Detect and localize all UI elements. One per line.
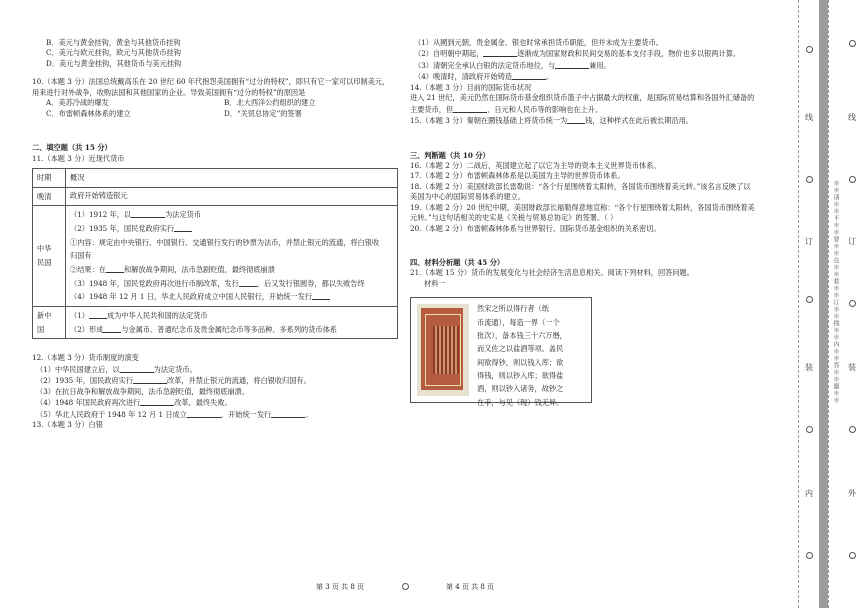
roc-item-5: ②结果：在 和解放战争期间，法币急剧贬值，最终彻底崩溃: [70, 264, 275, 274]
q14-title: 14.（本题 3 分）目前的国际货币状况: [410, 82, 532, 92]
answer-blank[interactable]: [89, 310, 107, 319]
q10-option-b: B．北大西洋公约组织的建立: [224, 98, 316, 108]
table-cell-prc: [33, 306, 66, 338]
q12-item-4: （4）1948 年国民政府再次进行 改革，最终失败。: [36, 398, 232, 408]
material-1-label: 材料一: [424, 278, 446, 288]
answer-blank[interactable]: [133, 375, 167, 384]
binding-circle-icon: [849, 552, 856, 559]
q13-item-2: （2）自明朝中期起， 逐渐成为国家财政和民间交易的基本支付手段，物价也多以银两计算。: [414, 49, 741, 59]
roc-item-2: （2）1935 年，国民党政府实行: [70, 222, 393, 236]
q13-title: 13.（本题 3 分）白银: [32, 419, 103, 429]
material-text-line: 批次），备本钱三十六万缗，: [477, 330, 567, 340]
q16: 16.（本题 2 分）二战后，英国建立起了以它为主导的资本主义世界货币体系。: [410, 160, 661, 170]
binding-circle-icon: [849, 300, 856, 307]
modern-currency-table: [32, 168, 398, 339]
material-1-text: [477, 302, 587, 409]
q14-line-2: 主要货币，但 、日元和人民币等的影响也在上升。: [410, 104, 603, 114]
q10-option-a: A．美苏冷战的爆发: [46, 98, 109, 108]
binding-circle-icon: [849, 176, 856, 183]
binding-strip-outer: [828, 0, 860, 608]
page-number-right: 第 4 页 共 8 页: [446, 583, 495, 591]
q20: 20.（本题 2 分）布雷顿森林体系与世界银行、国际货币基金组织的关系密切。: [410, 223, 661, 233]
q19-line-1: 19.（本题 2 分）20 世纪中期，美国财政部长福勒得意地宣称：“各个行星围绕着太阳转，各国货币围绕着美: [410, 202, 755, 212]
answer-blank[interactable]: [483, 48, 517, 57]
prc-item-1: （1） 成为中华人民共和国的法定货币: [70, 310, 208, 320]
section-judge-title: 三、判断题（共 10 分）: [410, 150, 490, 160]
q18-line-1: 18.（本题 2 分）美国财政部长雷勒说：“各个行星围绕着太阳转，各国货币围绕着美元转。”该名言反映了以: [410, 181, 751, 191]
answer-blank[interactable]: [271, 409, 305, 418]
binding-margin: [798, 0, 860, 608]
binding-warning-text: ※※请※※不※※要※※在※※装※※订※※线※※内※※答※※题※※: [832, 180, 839, 404]
binding-circle-icon: [806, 296, 813, 303]
answer-blank[interactable]: [567, 115, 585, 124]
q21-title: 21.（本题 15 分）货币的发展变化与社会经济生活息息相关。阅读下列材料，回答问题。: [410, 268, 694, 278]
binding-label-outer-line: 线: [848, 113, 856, 122]
q13-item-1: （1）从國到元朝，贵金属金、银也时常承担货币职能，但并未成为主要货币。: [414, 38, 663, 47]
answer-blank[interactable]: [453, 104, 487, 113]
right-column: [410, 38, 785, 407]
left-column: [32, 38, 402, 430]
material-1-frame: [410, 297, 592, 407]
answer-blank[interactable]: [312, 291, 330, 300]
binding-gray-band: [819, 0, 828, 608]
binding-label-inner-line: 线: [805, 113, 813, 122]
table-cell-late-qing-desc: 政府开始铸造银元: [66, 187, 398, 206]
answer-blank[interactable]: [131, 209, 165, 218]
material-text-line: 然宋之所以得行者（纸: [477, 304, 549, 314]
q10-stem-line-1: 10.（本题 3 分）法国总统戴高乐在 20 世纪 60 年代抱怨美国拥有“过分的特权”，即只有它一家可以印制美元，: [32, 77, 390, 87]
page-divider-circle-icon: [402, 583, 409, 590]
q10-option-d: D．“关贸总协定”的签署: [224, 108, 302, 118]
material-text-line: 间欲得钞，则以钱入库；欲: [477, 357, 564, 367]
roc-item-1: （1）1912 年，以 为法定货币: [70, 210, 202, 220]
binding-strip-inner: [798, 0, 819, 608]
answer-blank[interactable]: [239, 278, 257, 287]
section-fill-blank-title: 二、填空题（共 15 分）: [32, 143, 112, 153]
binding-circle-icon: [806, 46, 813, 53]
roc-item-7: （4）1948 年 12 月 1 日，华北人民政府成立中国人民银行，开始统一发行: [70, 290, 393, 304]
material-1-box: [410, 297, 785, 407]
q15: 15.（本题 3 分）秦朝在圜钱基础上将货币统一为 钱，这种样式在此后被长期沿用。: [410, 116, 693, 126]
material-text-line: 酒，则以钞入诸务，故钞之: [477, 384, 564, 394]
answer-blank[interactable]: [555, 60, 589, 69]
roc-item-4: 归国有: [70, 251, 92, 261]
material-text-line: 得钱，则以钞入库；欲得盐: [477, 370, 564, 380]
q13-item-3: （3）清朝完全承认白银的法定货币地位，与 兼用。: [414, 60, 611, 70]
table-cell-roc-desc: [66, 206, 398, 307]
answer-blank[interactable]: [174, 223, 192, 232]
q19-line-2: 元转。”与这句话相关的史实是《关税与贸易总协定》的签署。（ ）: [410, 213, 618, 223]
table-header-overview: 概况: [66, 168, 398, 187]
answer-blank[interactable]: [106, 264, 124, 273]
answer-blank[interactable]: [120, 364, 154, 373]
q14-line-1: 进入 21 世纪，美元仍然在国际货币基金组织货币篮子中占据最大的权重，是国际贸易结算和各国外汇储备的: [410, 93, 755, 103]
q12-item-3: （3）在抗日战争和解放战争期间，法币急剧贬值，最终彻底崩溃。: [36, 386, 250, 396]
table-row: [33, 306, 398, 338]
table-row: [33, 206, 398, 307]
binding-label-outer: 外: [848, 489, 856, 498]
q12-item-2: （2）1935 年，国民政府实行 改革，并禁止银元的流通，将白银收归国有。: [36, 376, 311, 386]
q10-option-c: C．布雷顿森林体系的建立: [46, 108, 131, 118]
roc-label-2: 民国: [37, 258, 52, 268]
binding-label-outer-pack: 装: [848, 363, 856, 372]
q12-title: 12.（本题 3 分）货币制度的演变: [32, 353, 139, 363]
prc-label-1: 新中: [37, 310, 52, 320]
binding-label-inner-bind: 订: [805, 237, 813, 246]
answer-blank[interactable]: [512, 71, 546, 80]
q12-item-1: （1）中华民国建立后，以 为法定货币。: [36, 364, 197, 374]
binding-circle-icon: [806, 176, 813, 183]
material-text-line: 在手，与见（现）钱无异。: [477, 397, 564, 407]
roc-label-1: 中华: [37, 244, 52, 254]
material-text-line: 而又佐之以盐酒等项。盖民: [477, 344, 564, 354]
binding-circle-icon: [849, 40, 856, 47]
q13-item-4: （4）晚清时，清政府开始铸造 。: [414, 72, 554, 82]
q17: 17.（本题 2 分）布雷顿森林体系是以美国为主导的世界货币体系。: [410, 171, 625, 181]
roc-item-6: （3）1948 年，国民党政府再次进行币制改革，发行 ，后又发行银圆券，都以失败告终: [70, 278, 365, 288]
answer-blank[interactable]: [187, 409, 221, 418]
q9-option-b: B．美元与黄金挂钩，黄金与其他货币挂钩: [46, 38, 181, 47]
prc-item-2: （2）形成 与金属币、普通纪念币及贵金属纪念币等多品种、多系列的货币体系: [70, 324, 337, 334]
section-material-title: 四、材料分析题（共 45 分）: [410, 258, 505, 267]
q9-option-c: C．美元与欧元挂钩，欧元与其他货币挂钩: [46, 48, 181, 58]
roc-item-3: ①内容：规定由中央银行、中国银行、交通银行发行的钞票为法币，并禁止银元的流通，将白银收: [70, 237, 380, 247]
table-cell-late-qing: 晚清: [33, 187, 66, 206]
q12-item-5: （5）华北人民政府于 1948 年 12 月 1 日成立 ，开始统一发行 。: [36, 409, 313, 419]
table-cell-roc: [33, 206, 66, 307]
binding-circle-icon: [849, 426, 856, 433]
binding-circle-icon: [806, 552, 813, 559]
binding-circle-icon: [806, 426, 813, 433]
page-number-left: 第 3 页 共 8 页: [316, 583, 365, 591]
table-cell-prc-desc: [66, 306, 398, 338]
answer-blank[interactable]: [140, 397, 174, 406]
binding-label-inner-pack: 装: [805, 363, 813, 372]
q10-options-row-1: [32, 98, 402, 108]
q10-stem-line-2: 用来进行对外战争，收购法国和其他国家的企业。导致美国拥有“过分的特权”的原因是: [32, 87, 306, 97]
table-row: [33, 168, 398, 187]
q18-line-2: 美国为中心的国际贸易体系的建立。: [410, 192, 526, 202]
table-row: [33, 187, 398, 206]
answer-blank[interactable]: [103, 324, 121, 333]
banknote-image: [417, 304, 469, 396]
material-text-line: 币流通），每造一界（一个: [477, 317, 560, 327]
binding-label-outer-bind: 订: [848, 237, 856, 246]
q9-option-d: D．美元与黄金挂钩，其他货币与美元挂钩: [46, 58, 182, 68]
prc-label-2: 国: [37, 324, 45, 334]
q10-options-row-2: [32, 109, 402, 119]
binding-label-inner: 内: [805, 489, 813, 498]
q11-title: 11.（本题 3 分）近现代货币: [32, 153, 125, 163]
table-header-period: 时期: [33, 168, 66, 187]
